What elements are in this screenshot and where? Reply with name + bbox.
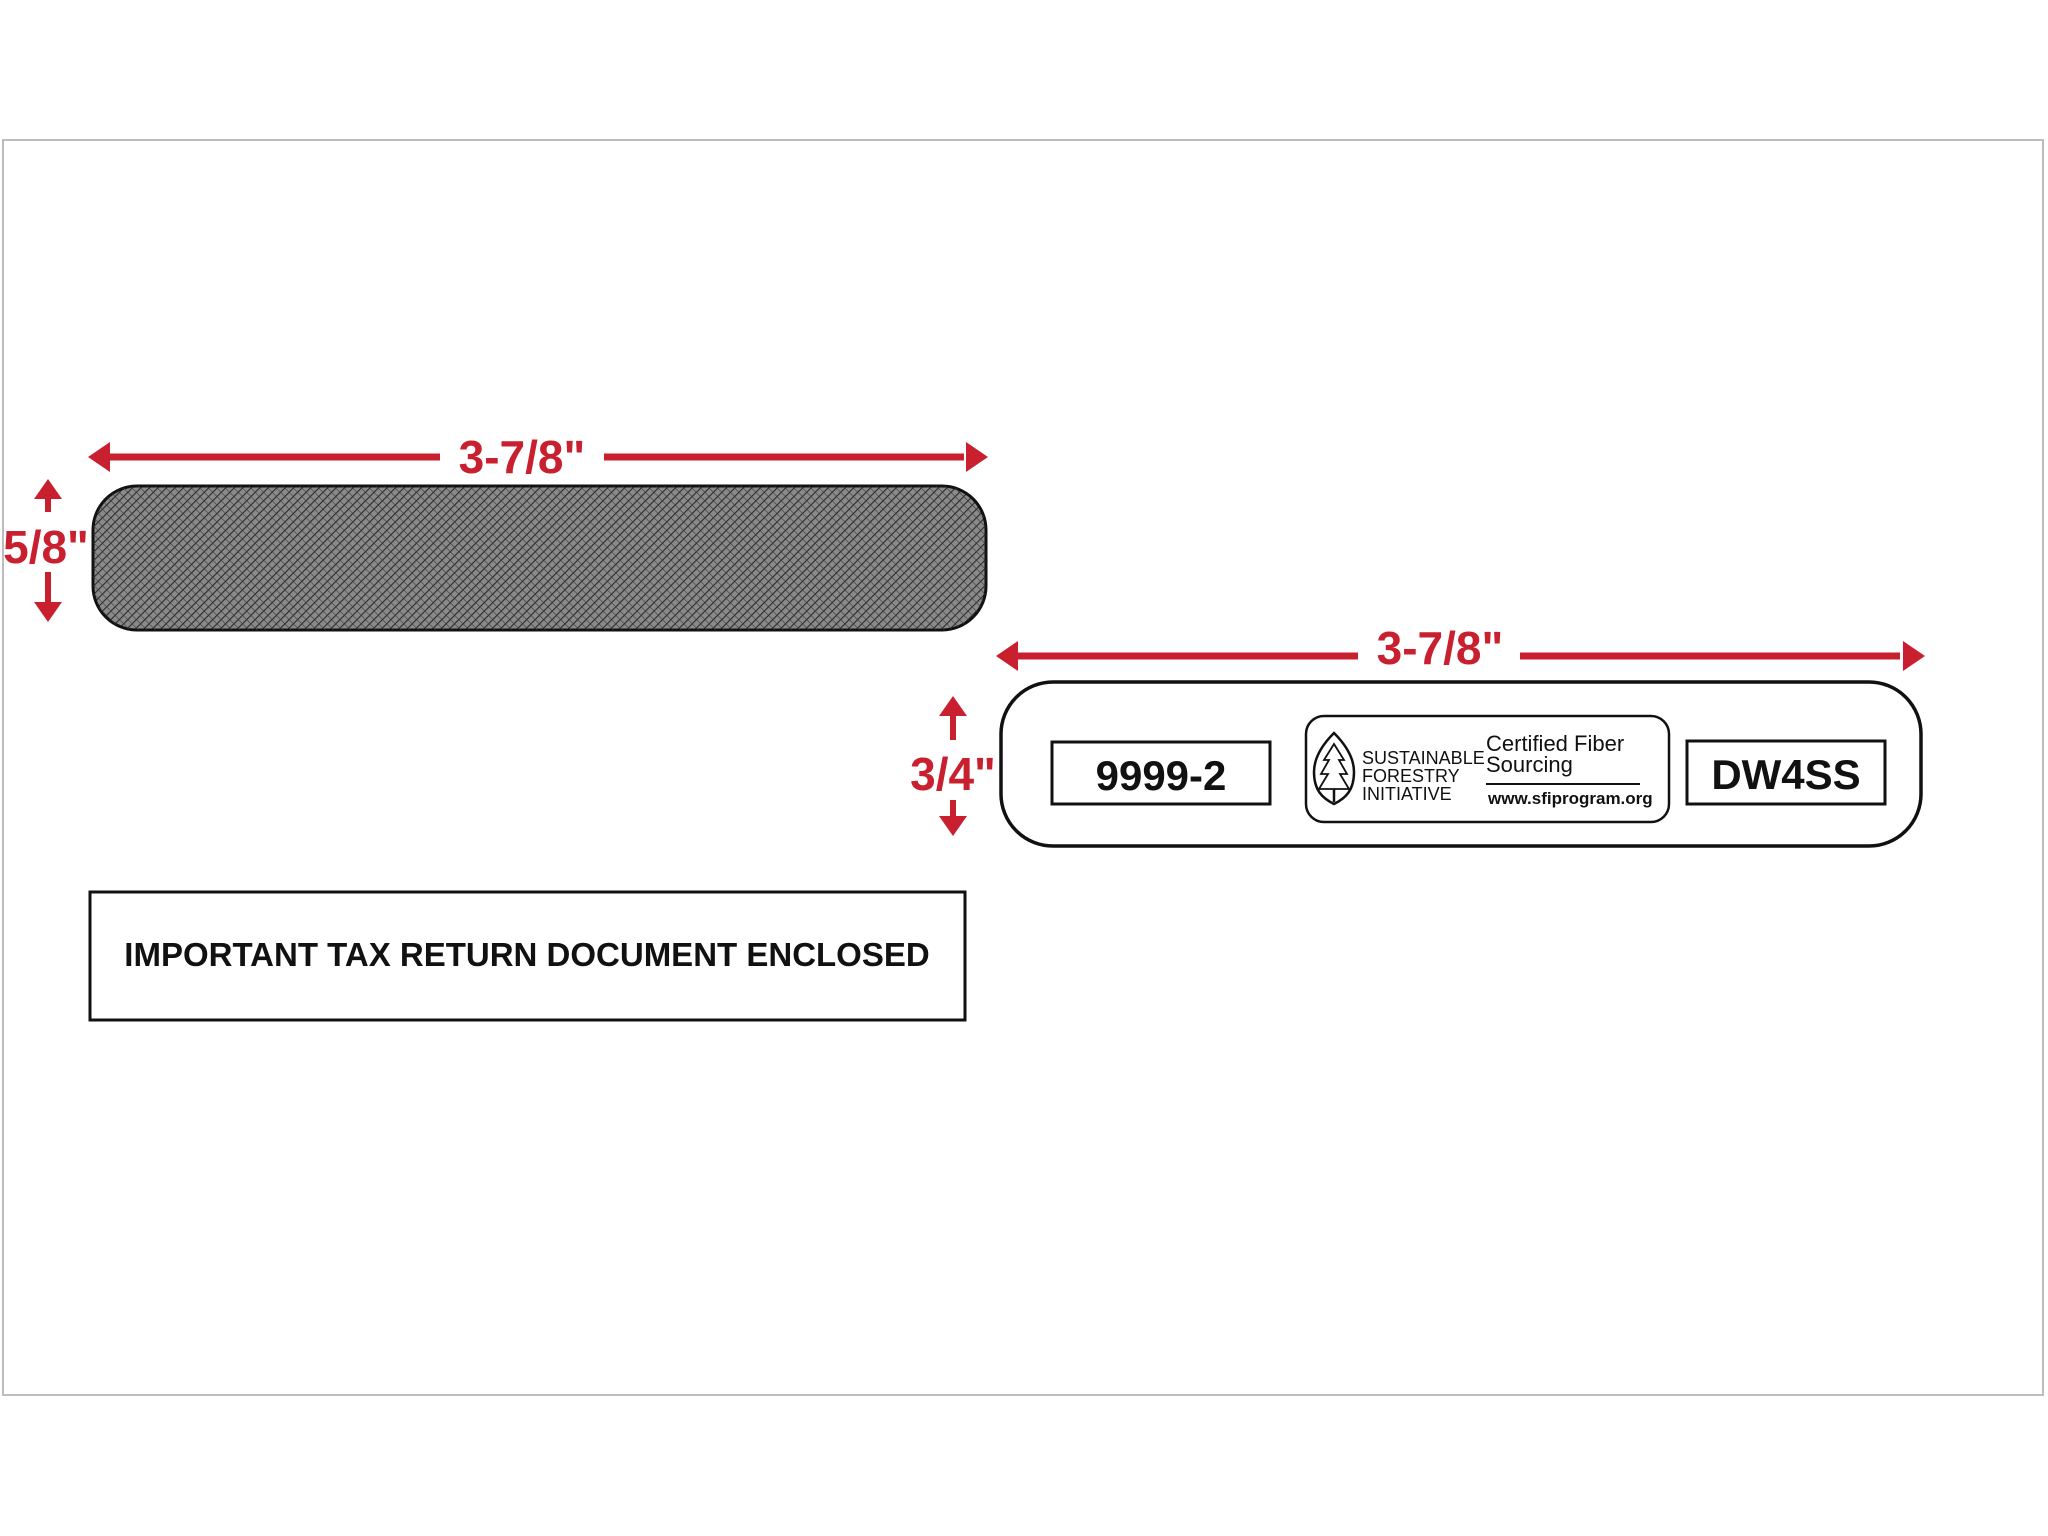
sfi-org-line-3: INITIATIVE [1362, 784, 1452, 804]
sfi-org-line-2: FORESTRY [1362, 766, 1460, 786]
form-code-box [1052, 742, 1270, 804]
form-code: 9999-2 [1095, 752, 1227, 799]
sfi-cert-line-1: Certified Fiber [1486, 731, 1625, 756]
return-window-width-label: 3-7/8" [1376, 622, 1504, 674]
notice-box [90, 892, 965, 1020]
address-window-width-label: 3-7/8" [458, 431, 586, 483]
sfi-org-line-1: SUSTAINABLE [1362, 748, 1485, 768]
product-code-box [1687, 741, 1885, 804]
notice-text: IMPORTANT TAX RETURN DOCUMENT ENCLOSED [124, 936, 930, 973]
sfi-logo [1306, 716, 1669, 822]
product-code: DW4SS [1711, 751, 1861, 798]
address-window [93, 486, 986, 630]
address-window-height-label: 5/8" [3, 521, 89, 573]
sfi-cert-line-2: Sourcing [1486, 752, 1573, 777]
sfi-url: www.sfiprogram.org [1488, 789, 1653, 808]
return-window-height-label: 3/4" [910, 748, 996, 800]
